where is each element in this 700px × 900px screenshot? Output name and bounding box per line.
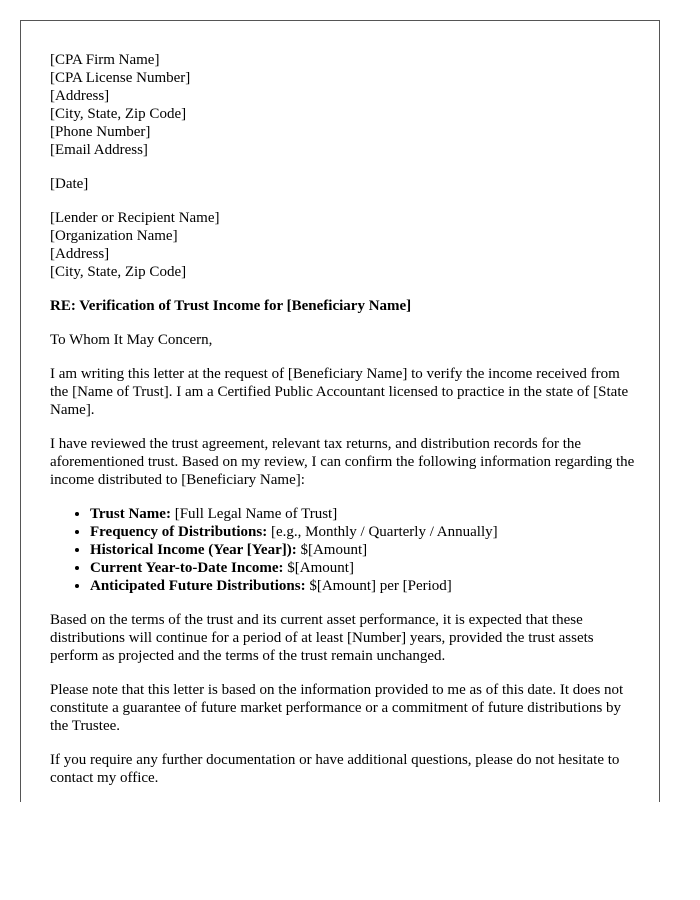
paragraph-expectation: Based on the terms of the trust and its current asset performance, it is expected that these distributions will continue for a period of at least [Number] years, provided the trust assets perform as projected and the terms of the trust remain unchanged. xyxy=(50,612,594,664)
recipient-address: [Address] xyxy=(50,246,110,262)
letter-page xyxy=(20,20,660,802)
detail-label: Frequency of Distributions: xyxy=(90,524,268,540)
sender-email: [Email Address] xyxy=(50,142,148,158)
list-item xyxy=(90,559,635,577)
sender-block xyxy=(50,51,635,159)
salutation: To Whom It May Concern, xyxy=(50,332,213,348)
sender-address: [Address] xyxy=(50,88,110,104)
list-item xyxy=(90,541,635,559)
detail-value: [Full Legal Name of Trust] xyxy=(170,506,338,522)
letter-date: [Date] xyxy=(50,176,89,192)
detail-value: $[Amount] per [Period] xyxy=(305,578,452,594)
recipient-city-state-zip: [City, State, Zip Code] xyxy=(50,264,187,280)
paragraph-review: I have reviewed the trust agreement, relevant tax returns, and distribution records for the aforementioned trust. Based on my review, I can confirm the following information regarding the income distributed to [Beneficiary Name]: xyxy=(50,436,635,488)
list-item xyxy=(90,505,635,523)
detail-label: Historical Income (Year [Year]): xyxy=(90,542,297,558)
letter-content xyxy=(50,51,635,787)
sender-license-number: [CPA License Number] xyxy=(50,70,191,86)
list-item xyxy=(90,577,635,595)
subject-line: RE: Verification of Trust Income for [Beneficiary Name] xyxy=(50,298,412,314)
detail-label: Trust Name: xyxy=(90,506,171,522)
sender-firm-name: [CPA Firm Name] xyxy=(50,52,160,68)
sender-city-state-zip: [City, State, Zip Code] xyxy=(50,106,187,122)
trust-details-list xyxy=(50,505,635,595)
detail-value: $[Amount] xyxy=(296,542,368,558)
list-item xyxy=(90,523,635,541)
detail-label: Anticipated Future Distributions: xyxy=(90,578,306,594)
recipient-organization: [Organization Name] xyxy=(50,228,178,244)
recipient-name: [Lender or Recipient Name] xyxy=(50,210,220,226)
paragraph-intro: I am writing this letter at the request of [Beneficiary Name] to verify the income received from the [Name of Trust]. I am a Certified Public Accountant licensed to practice in the state of [State Name]. xyxy=(50,366,629,418)
recipient-block xyxy=(50,209,635,281)
detail-label: Current Year-to-Date Income: xyxy=(90,560,284,576)
paragraph-contact: If you require any further documentation or have additional questions, please do not hesitate to contact my office. xyxy=(50,752,620,786)
detail-value: $[Amount] xyxy=(283,560,354,576)
sender-phone: [Phone Number] xyxy=(50,124,151,140)
paragraph-disclaimer: Please note that this letter is based on the information provided to me as of this date. It does not constitute a guarantee of future market performance or a commitment of future distributions by the Trustee. xyxy=(50,682,624,734)
detail-value: [e.g., Monthly / Quarterly / Annually] xyxy=(267,524,498,540)
